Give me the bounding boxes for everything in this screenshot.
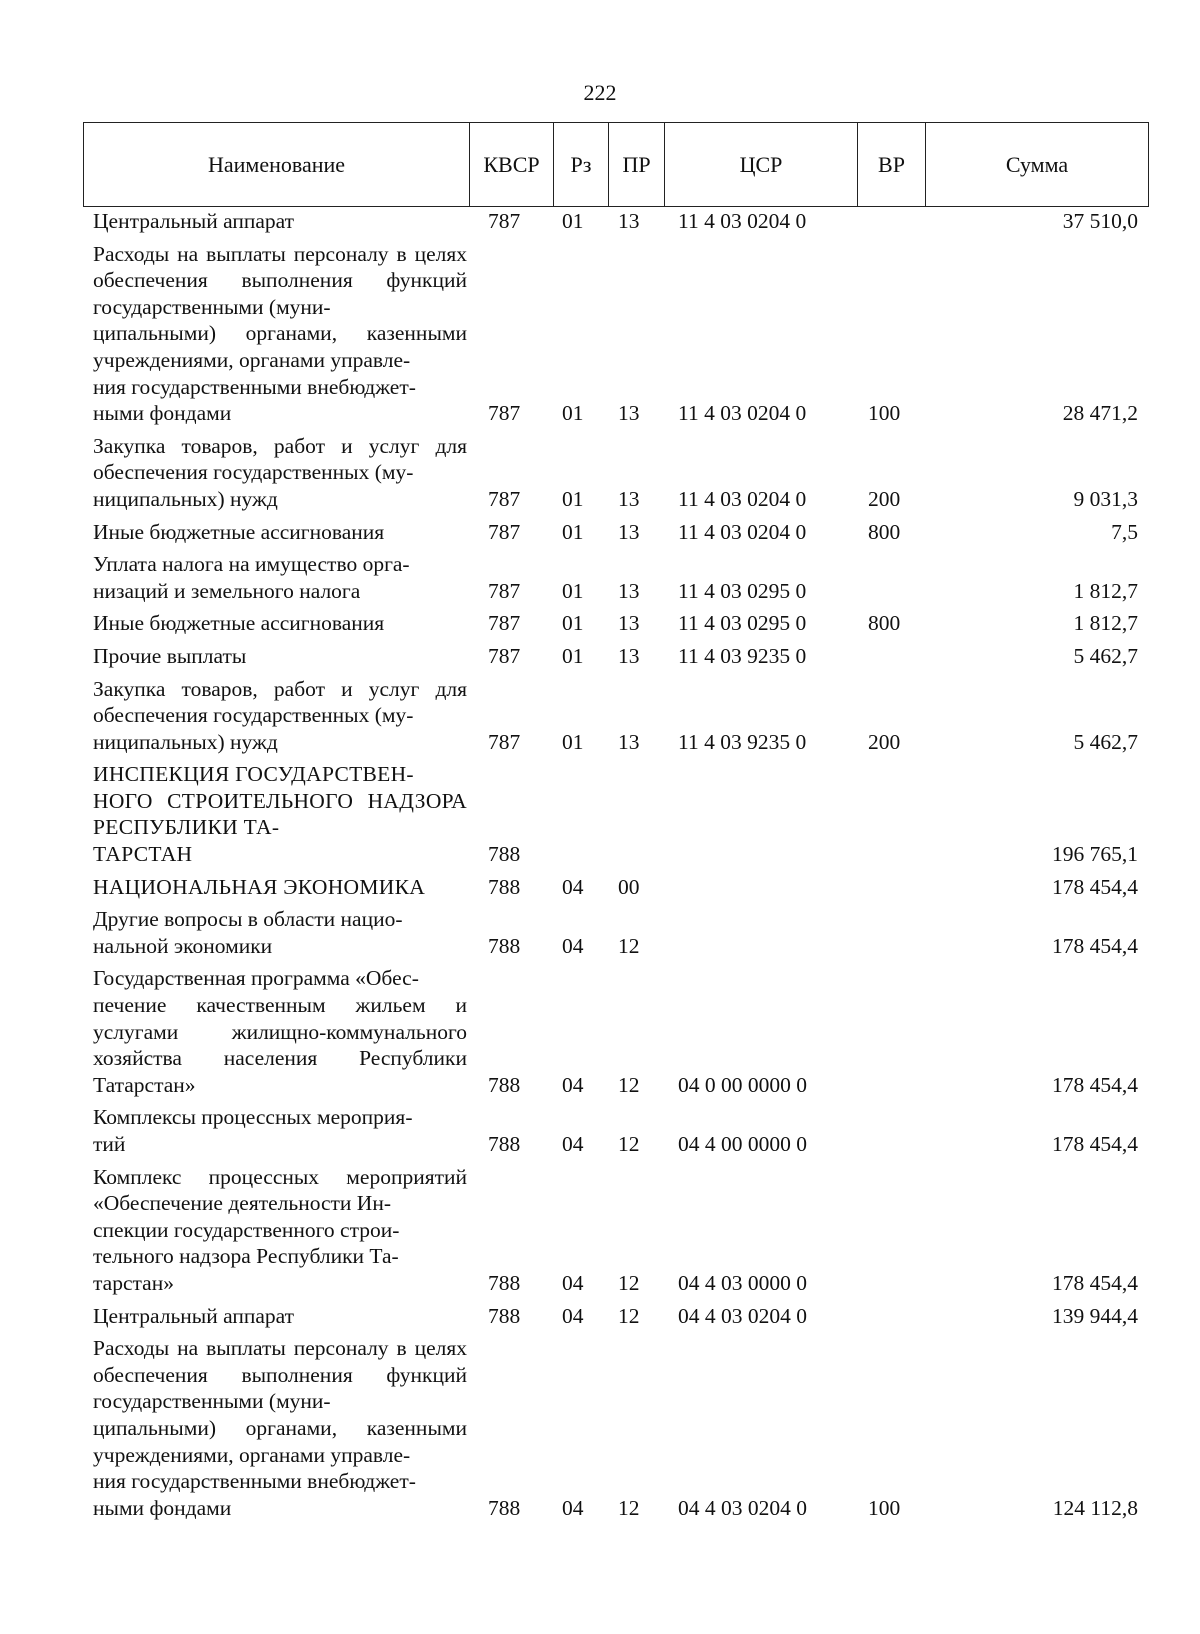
- cell-name: Центральный аппарат: [93, 209, 295, 233]
- table-row: [83, 874, 1148, 901]
- table-row: [83, 208, 1148, 235]
- cell-name: Закупка товаров, работ и услуг для обеспечения государственных (му- ниципальных) нужд: [93, 676, 467, 754]
- cell-pr: 12: [618, 1303, 640, 1328]
- cell-sum: 28 471,2: [1062, 401, 1138, 426]
- cell-name: Расходы на выплаты персоналу в целях обеспечения выполнения функций государственными (муни- ципальными) органами, казенными учреждениями, органами управле- ния государственными внебюджет- ными фондами: [93, 1336, 467, 1520]
- cell-name: Прочие выплаты: [93, 643, 247, 668]
- cell-kvsr: 787: [488, 401, 521, 426]
- cell-rz: 01: [562, 578, 584, 603]
- column-header-csr: ЦСР: [665, 123, 858, 207]
- cell-rz: 01: [562, 643, 584, 668]
- cell-name: Уплата налога на имущество орга- низаций и земельного налога: [93, 552, 410, 603]
- cell-rz: 01: [562, 611, 584, 636]
- cell-rz: 01: [562, 486, 584, 511]
- cell-kvsr: 787: [488, 729, 521, 754]
- cell-pr: 13: [618, 643, 640, 668]
- table-row: [83, 676, 1148, 756]
- cell-csr: 11 4 03 0204 0: [678, 486, 807, 511]
- cell-name: Другие вопросы в области нацио- нальной экономики: [93, 907, 403, 958]
- cell-rz: 04: [562, 1495, 584, 1520]
- cell-rz: 01: [562, 729, 584, 754]
- cell-pr: 13: [618, 401, 640, 426]
- cell-csr: 04 4 03 0204 0: [678, 1303, 807, 1328]
- cell-pr: 12: [618, 1072, 640, 1097]
- cell-sum: 178 454,4: [1052, 1072, 1138, 1097]
- cell-name: Иные бюджетные ассигнования: [93, 519, 385, 544]
- cell-pr: 13: [618, 209, 640, 233]
- cell-sum: 178 454,4: [1052, 1270, 1138, 1295]
- cell-pr: 13: [618, 578, 640, 603]
- cell-vr: 200: [868, 486, 901, 511]
- cell-kvsr: 787: [488, 578, 521, 603]
- column-header-kvsr: КВСР: [470, 123, 554, 207]
- cell-csr: 11 4 03 0295 0: [678, 578, 807, 603]
- page-number: 222: [583, 80, 617, 105]
- column-header-vr: ВР: [858, 123, 926, 207]
- table-body: [83, 208, 1148, 1527]
- cell-sum: 7,5: [1111, 519, 1138, 544]
- table-row: [83, 551, 1148, 604]
- table-row: [83, 519, 1148, 546]
- cell-sum: 1 812,7: [1073, 611, 1138, 636]
- cell-name: Комплексы процессных мероприя- тий: [93, 1105, 413, 1156]
- cell-sum: 139 944,4: [1052, 1303, 1138, 1328]
- cell-rz: 04: [562, 1132, 584, 1156]
- cell-csr: 04 4 03 0204 0: [678, 1495, 807, 1520]
- cell-sum: 5 462,7: [1073, 643, 1138, 668]
- cell-kvsr: 788: [488, 1303, 521, 1328]
- cell-kvsr: 788: [488, 874, 521, 899]
- table-row: [83, 1303, 1148, 1330]
- cell-rz: 04: [562, 1270, 584, 1295]
- cell-name: Закупка товаров, работ и услуг для обеспечения государственных (му- ниципальных) нужд: [93, 433, 467, 511]
- cell-kvsr: 788: [488, 933, 521, 958]
- cell-pr: 12: [618, 933, 640, 958]
- cell-csr: 04 4 03 0000 0: [678, 1270, 807, 1295]
- cell-pr: 13: [618, 611, 640, 636]
- cell-vr: 100: [868, 1495, 901, 1520]
- cell-kvsr: 787: [488, 486, 521, 511]
- cell-csr: 11 4 03 9235 0: [678, 729, 807, 754]
- cell-rz: 01: [562, 519, 584, 544]
- column-header-pr: ПР: [609, 123, 665, 207]
- cell-sum: 124 112,8: [1052, 1495, 1138, 1520]
- table-row: [83, 1335, 1148, 1521]
- cell-pr: 12: [618, 1495, 640, 1520]
- cell-kvsr: 787: [488, 209, 521, 233]
- cell-csr: 04 0 00 0000 0: [678, 1072, 807, 1097]
- cell-sum: 178 454,4: [1052, 874, 1138, 899]
- table-row: [83, 906, 1148, 959]
- table-row: [83, 610, 1148, 637]
- cell-kvsr: 788: [488, 1270, 521, 1295]
- table-row: [83, 1104, 1148, 1157]
- cell-sum: 178 454,4: [1052, 1132, 1138, 1156]
- cell-pr: 13: [618, 729, 640, 754]
- cell-kvsr: 787: [488, 611, 521, 636]
- cell-sum: 1 812,7: [1073, 578, 1138, 603]
- cell-vr: 100: [868, 401, 901, 426]
- cell-pr: 13: [618, 519, 640, 544]
- cell-name: Центральный аппарат: [93, 1303, 295, 1328]
- cell-csr: 04 4 00 0000 0: [678, 1132, 807, 1156]
- column-header-sum: Сумма: [926, 123, 1149, 207]
- table-row: [83, 965, 1148, 1098]
- cell-sum: 5 462,7: [1073, 729, 1138, 754]
- cell-kvsr: 788: [488, 1495, 521, 1520]
- cell-pr: 13: [618, 486, 640, 511]
- cell-rz: 04: [562, 1303, 584, 1328]
- cell-kvsr: 787: [488, 643, 521, 668]
- cell-csr: 11 4 03 0295 0: [678, 611, 807, 636]
- cell-sum: 37 510,0: [1062, 209, 1138, 233]
- table-header: [83, 122, 1149, 207]
- cell-sum: 9 031,3: [1073, 486, 1138, 511]
- cell-name: ИНСПЕКЦИЯ ГОСУДАРСТВЕН- НОГО СТРОИТЕЛЬНОГО НАДЗОРА РЕСПУБЛИКИ ТА- ТАРСТАН: [93, 762, 467, 867]
- cell-kvsr: 788: [488, 1132, 521, 1156]
- cell-vr: 800: [868, 611, 901, 636]
- table-row: [83, 761, 1148, 867]
- cell-rz: 01: [562, 209, 584, 233]
- cell-sum: 196 765,1: [1052, 842, 1138, 867]
- cell-name: Государственная программа «Обес- печение качественным жильем и услугами жилищно-коммунального хозяйства населения Республики Татарстан»: [93, 966, 467, 1097]
- table-row: [83, 241, 1148, 427]
- cell-csr: 11 4 03 9235 0: [678, 643, 807, 668]
- cell-rz: 01: [562, 401, 584, 426]
- cell-kvsr: 788: [488, 842, 521, 867]
- cell-csr: 11 4 03 0204 0: [678, 401, 807, 426]
- cell-kvsr: 788: [488, 1072, 521, 1097]
- cell-kvsr: 787: [488, 519, 521, 544]
- cell-name: Иные бюджетные ассигнования: [93, 611, 385, 636]
- cell-pr: 00: [618, 874, 640, 899]
- table-row: [83, 433, 1148, 513]
- column-header-rz: Рз: [554, 123, 609, 207]
- cell-pr: 12: [618, 1270, 640, 1295]
- cell-vr: 800: [868, 519, 901, 544]
- cell-vr: 200: [868, 729, 901, 754]
- cell-name: Комплекс процессных мероприятий «Обеспечение деятельности Ин- спекции государственного строи- тельного надзора Республики Та- тарстан»: [93, 1164, 467, 1295]
- cell-rz: 04: [562, 933, 584, 958]
- cell-rz: 04: [562, 1072, 584, 1097]
- cell-name: НАЦИОНАЛЬНАЯ ЭКОНОМИКА: [93, 874, 426, 899]
- cell-pr: 12: [618, 1132, 640, 1156]
- cell-csr: 11 4 03 0204 0: [678, 519, 807, 544]
- cell-name: Расходы на выплаты персоналу в целях обеспечения выполнения функций государственными (муни- ципальными) органами, казенными учреждениями, органами управле- ния государственными внебюджет- ными фондами: [93, 241, 467, 426]
- column-header-name: Наименование: [84, 123, 470, 207]
- cell-rz: 04: [562, 874, 584, 899]
- table-row: [83, 643, 1148, 670]
- table-row: [83, 1164, 1148, 1297]
- cell-csr: 11 4 03 0204 0: [678, 209, 807, 233]
- cell-sum: 178 454,4: [1052, 933, 1138, 958]
